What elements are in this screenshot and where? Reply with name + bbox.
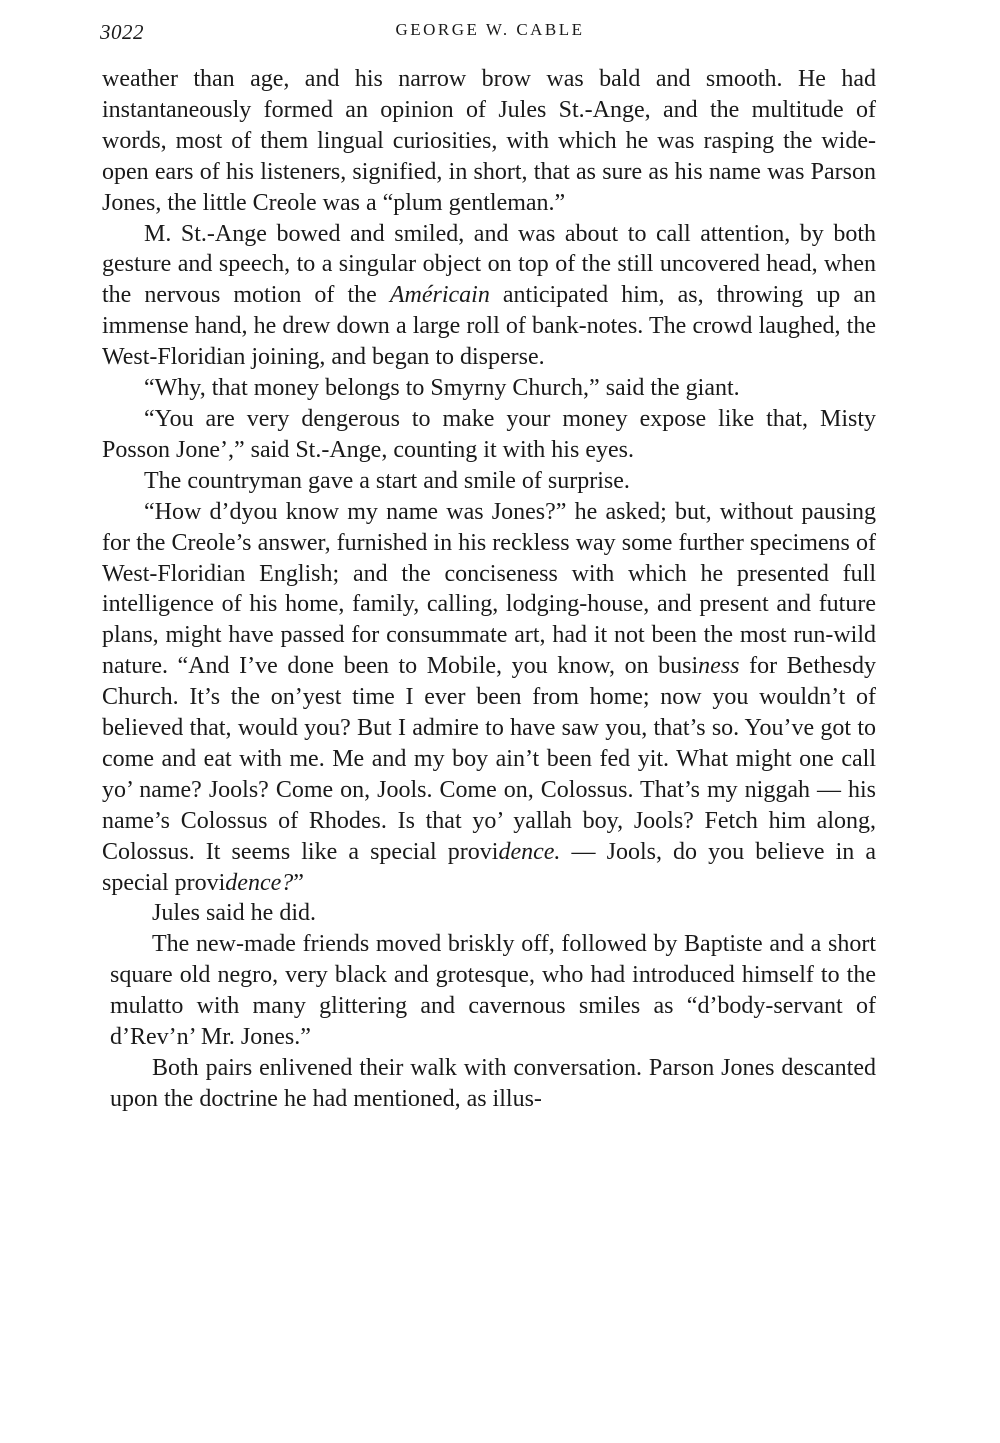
text-run: The countryman gave a start and smile of surprise.	[144, 467, 630, 494]
text-run: weather than age, and his narrow brow was bald and smooth. He had instantaneously formed an opinion of Jules St.-Ange, and the multitude of words, most of them lingual curiosities, with which he was rasping the wide-open ears of his listeners, signified, in short, that as sure as his name was Parson Jones, the little Creole was a “plum gentleman.”	[102, 66, 876, 216]
text-run: Both pairs enlivened their walk with conversation. Parson Jones descanted upon the doctrine he had mentioned, as illus-	[110, 1055, 876, 1112]
paragraph	[102, 219, 876, 374]
italic-text: dence?	[225, 869, 294, 896]
body-text	[102, 64, 876, 1115]
page-number: 3022	[100, 20, 144, 44]
italic-text: ness	[698, 653, 740, 680]
paragraph	[102, 466, 876, 497]
italic-text: Américain	[389, 282, 490, 309]
paragraph	[102, 64, 876, 219]
paragraph	[110, 929, 876, 1053]
text-run: “You are very dengerous to make your money expose like that, Misty Posson Jone’,” said St.-Ange, counting it with his eyes.	[102, 405, 876, 463]
text-run: for Bethesdy Church. It’s the on’yest time I ever been from home; now you wouldn’t of believed that, would you? But I admire to have saw you, that’s so. You’ve got to come and eat with me. Me and my boy ain’t been fed yit. What might one call yo’ name? Jools? Come on, Jools. Come on, Colossus. That’s my niggah — his name’s Colossus of Rhodes. Is that yo’ yallah boy, Jools? Fetch him along, Colossus. It seems like a special provi	[102, 653, 876, 865]
running-head: GEORGE W. CABLE	[395, 20, 585, 39]
paragraph	[110, 1053, 876, 1115]
paragraph	[110, 898, 876, 929]
text-run: The new-made friends moved briskly off, followed by Baptiste and a short square old negro, very black and grotesque, who had introduced himself to the mulatto with many glittering and cavernous smiles as “d’body-servant of d’Rev’n’ Mr. Jones.”	[110, 931, 876, 1051]
text-run: ”	[293, 869, 304, 896]
text-run: anticipated him, as, throwing up an immense hand, he drew down a large roll of bank-notes. The crowd laughed, the West-Floridian joining, and began to disperse.	[102, 282, 877, 371]
text-run: “Why, that money belongs to Smyrny Church,” said the giant.	[144, 375, 740, 402]
text-run: — Jools, do you believe in a special provi	[102, 838, 876, 896]
text-run: Jules said he did.	[152, 900, 316, 927]
text-run: “How d’dyou know my name was Jones?” he asked; but, without pausing for the Creole’s answer, furnished in his reckless way some further specimens of West-Floridian English; and the conciseness with which he presented full intelligence of his home, family, calling, lodging-house, and present and future plans, might have passed for consummate art, had it not been the most run-wild nature. “And I’ve done been to Mobile, you know, on busi	[102, 498, 876, 680]
paragraph	[102, 404, 876, 466]
text-run: M. St.-Ange bowed and smiled, and was about to call attention, by both gesture and speech, to a singular object on top of the still uncovered head, when the nervous motion of the	[102, 220, 876, 309]
page-header	[100, 14, 880, 48]
paragraph	[102, 373, 876, 404]
paragraph	[102, 497, 876, 899]
italic-text: dence.	[498, 838, 561, 865]
